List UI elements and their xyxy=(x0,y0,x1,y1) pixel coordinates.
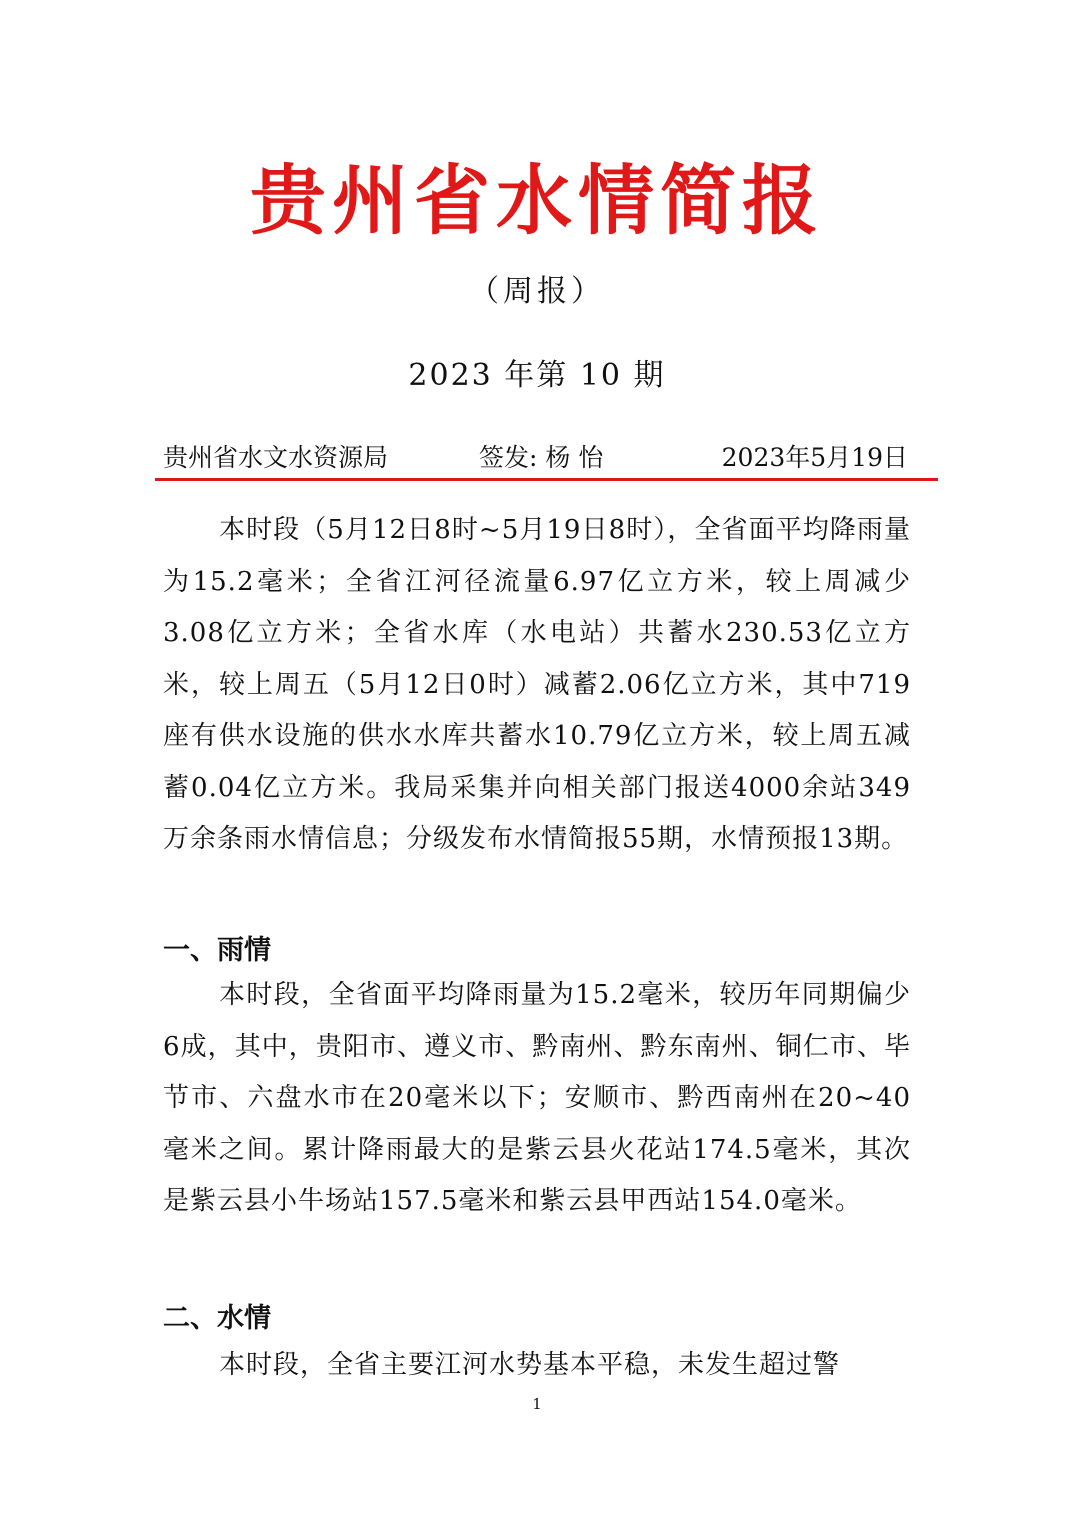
header-divider xyxy=(155,478,938,481)
issue-date: 2023年5月19日 xyxy=(721,443,908,472)
document-subtitle: （周报） xyxy=(469,274,605,309)
intro-paragraph: 本时段（5月12日8时~5月19日8时），全省面平均降雨量为15.2毫米；全省江河径流量6.97亿立方米，较上周减少3.08亿立方米；全省水库（水电站）共蓄水230.53亿立方米，较上周五（5月12日0时）减蓄2.06亿立方米，其中719座有供水设施的供水水库共蓄水10.79亿立方米，较上周五减蓄0.04亿立方米。我局采集并向相关部门报送4000余站349万余条雨水情信息；分级发布水情简报55期，水情预报13期。 xyxy=(163,515,911,854)
signer: 签发: 杨 怡 xyxy=(479,443,604,472)
section-heading-rain: 一、雨情 xyxy=(163,935,271,966)
page-number: 1 xyxy=(532,1395,542,1413)
water-paragraph: 本时段，全省主要江河水势基本平稳，未发生超过警 xyxy=(219,1350,841,1380)
document-title: 贵州省水情简报 xyxy=(250,156,824,245)
issuing-organization: 贵州省水文水资源局 xyxy=(163,443,389,472)
section-heading-water: 二、水情 xyxy=(163,1303,271,1334)
issue-number: 2023 年第 10 期 xyxy=(408,358,666,393)
meta-line xyxy=(163,438,908,474)
rain-paragraph: 本时段，全省面平均降雨量为15.2毫米，较历年同期偏少6成，其中，贵阳市、遵义市、黔南州、黔东南州、铜仁市、毕节市、六盘水市在20毫米以下；安顺市、黔西南州在20~40毫米之间。累计降雨最大的是紫云县火花站174.5毫米，其次是紫云县小牛场站157.5毫米和紫云县甲西站154.0毫米。 xyxy=(163,980,911,1216)
